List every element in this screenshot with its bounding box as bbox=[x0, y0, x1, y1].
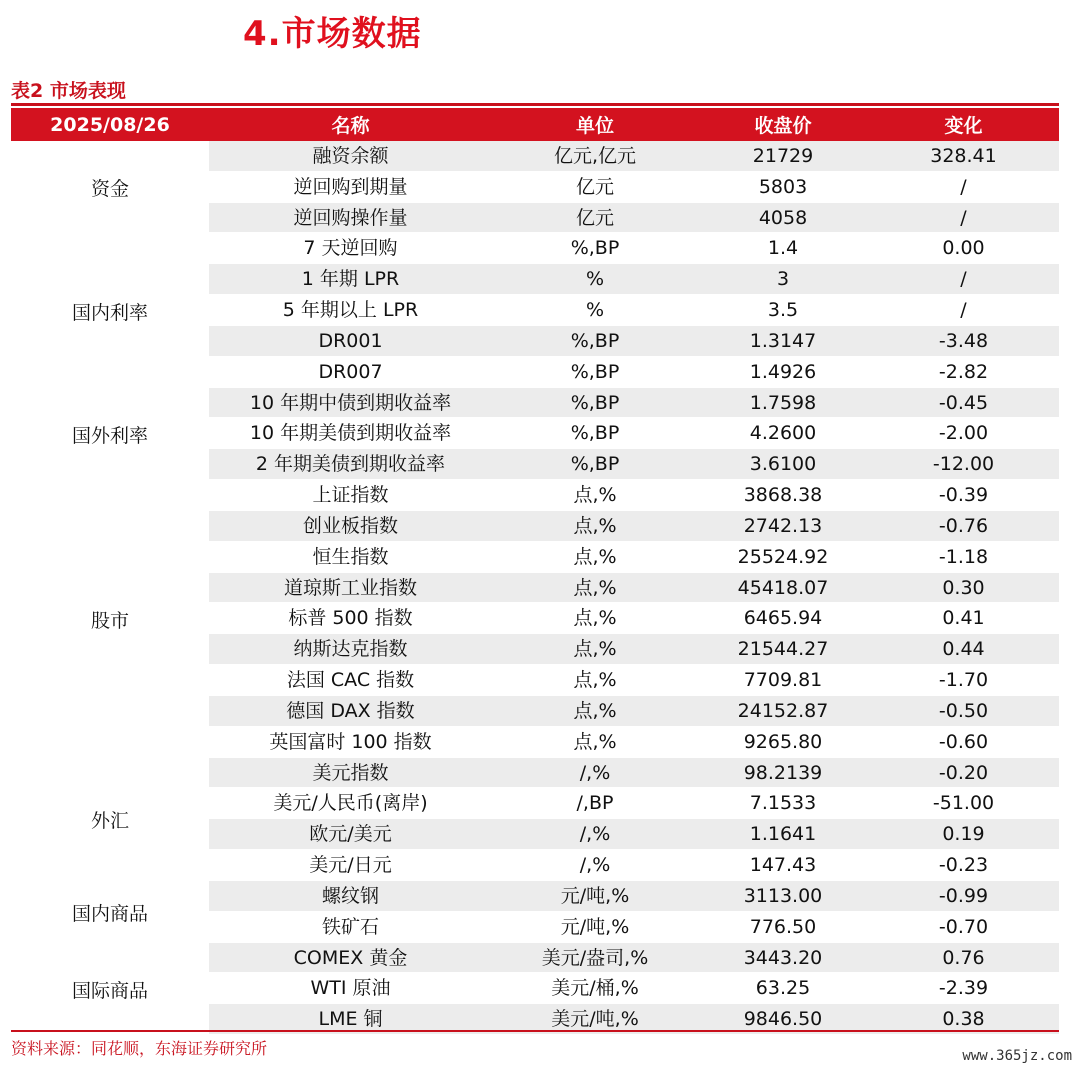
table-row bbox=[11, 511, 1059, 542]
row-name: 美元/日元 bbox=[209, 850, 492, 881]
table-row bbox=[11, 542, 1059, 573]
group-spacer bbox=[11, 480, 209, 511]
group-spacer bbox=[11, 542, 209, 573]
row-unit: 点,% bbox=[492, 603, 698, 634]
row-change: -51.00 bbox=[868, 788, 1059, 819]
group-spacer bbox=[11, 511, 209, 542]
row-change: 0.41 bbox=[868, 603, 1059, 634]
row-unit: %,BP bbox=[492, 449, 698, 480]
row-close: 3443.20 bbox=[698, 943, 868, 974]
row-change: / bbox=[868, 172, 1059, 203]
row-name: 英国富时 100 指数 bbox=[209, 727, 492, 758]
row-close: 98.2139 bbox=[698, 758, 868, 789]
row-unit: 点,% bbox=[492, 542, 698, 573]
table-row bbox=[11, 141, 1059, 172]
row-unit: 点,% bbox=[492, 573, 698, 604]
row-change: / bbox=[868, 295, 1059, 326]
row-name: 10 年期中债到期收益率 bbox=[209, 388, 492, 419]
row-change: 0.76 bbox=[868, 943, 1059, 974]
row-unit: %,BP bbox=[492, 233, 698, 264]
row-name: 法国 CAC 指数 bbox=[209, 665, 492, 696]
table-row bbox=[11, 326, 1059, 357]
row-close: 1.1641 bbox=[698, 819, 868, 850]
row-name: 上证指数 bbox=[209, 480, 492, 511]
row-unit: %,BP bbox=[492, 418, 698, 449]
row-name: 欧元/美元 bbox=[209, 819, 492, 850]
row-unit: 点,% bbox=[492, 727, 698, 758]
row-unit: 美元/盎司,% bbox=[492, 943, 698, 974]
row-name: 10 年期美债到期收益率 bbox=[209, 418, 492, 449]
table-row bbox=[11, 727, 1059, 758]
row-close: 4058 bbox=[698, 203, 868, 234]
table-caption: 表2 市场表现 bbox=[11, 80, 126, 102]
row-name: COMEX 黄金 bbox=[209, 943, 492, 974]
row-change: 0.30 bbox=[868, 573, 1059, 604]
group-label: 国内商品 bbox=[71, 903, 148, 925]
table-row bbox=[11, 634, 1059, 665]
row-close: 4.2600 bbox=[698, 418, 868, 449]
table-header bbox=[11, 108, 1059, 141]
row-name: 逆回购到期量 bbox=[209, 172, 492, 203]
group-spacer bbox=[11, 141, 209, 172]
group-spacer bbox=[11, 850, 209, 881]
row-name: 创业板指数 bbox=[209, 511, 492, 542]
table-row bbox=[11, 264, 1059, 295]
row-change: -0.23 bbox=[868, 850, 1059, 881]
header-unit: 单位 bbox=[575, 115, 614, 137]
table-row bbox=[11, 449, 1059, 480]
row-close: 7709.81 bbox=[698, 665, 868, 696]
group-spacer bbox=[11, 943, 209, 974]
table-row bbox=[11, 388, 1059, 419]
row-unit: 点,% bbox=[492, 511, 698, 542]
row-change: -0.70 bbox=[868, 912, 1059, 943]
row-change: -2.00 bbox=[868, 418, 1059, 449]
row-name: LME 铜 bbox=[209, 1004, 492, 1035]
row-change: -1.18 bbox=[868, 542, 1059, 573]
group-spacer bbox=[11, 727, 209, 758]
group-spacer bbox=[11, 357, 209, 388]
group-label: 国际商品 bbox=[71, 980, 148, 1003]
header-change: 变化 bbox=[944, 115, 983, 137]
table-bottom-divider bbox=[11, 1030, 1059, 1032]
table-row bbox=[11, 233, 1059, 264]
row-close: 63.25 bbox=[698, 973, 868, 1004]
row-change: 0.38 bbox=[868, 1004, 1059, 1035]
table-row bbox=[11, 850, 1059, 881]
row-name: DR007 bbox=[209, 357, 492, 388]
row-name: 逆回购操作量 bbox=[209, 203, 492, 234]
row-close: 21544.27 bbox=[698, 634, 868, 665]
row-name: 纳斯达克指数 bbox=[209, 634, 492, 665]
row-close: 45418.07 bbox=[698, 573, 868, 604]
row-close: 1.7598 bbox=[698, 388, 868, 419]
row-close: 147.43 bbox=[698, 850, 868, 881]
row-change: -1.70 bbox=[868, 665, 1059, 696]
row-close: 6465.94 bbox=[698, 603, 868, 634]
row-close: 776.50 bbox=[698, 912, 868, 943]
row-change: 0.00 bbox=[868, 233, 1059, 264]
row-close: 7.1533 bbox=[698, 788, 868, 819]
caption-divider bbox=[11, 103, 1059, 106]
header-name: 名称 bbox=[331, 115, 370, 137]
row-unit: /,% bbox=[492, 819, 698, 850]
table-row bbox=[11, 357, 1059, 388]
group-spacer bbox=[11, 388, 209, 419]
table-row bbox=[11, 480, 1059, 511]
row-close: 9846.50 bbox=[698, 1004, 868, 1035]
row-unit: 元/吨,% bbox=[492, 881, 698, 912]
table-row bbox=[11, 665, 1059, 696]
row-change: -0.76 bbox=[868, 511, 1059, 542]
row-unit: %,BP bbox=[492, 357, 698, 388]
row-unit: /,BP bbox=[492, 788, 698, 819]
row-name: 1 年期 LPR bbox=[209, 264, 492, 295]
row-unit: 点,% bbox=[492, 665, 698, 696]
header-date: 2025/08/26 bbox=[50, 113, 170, 136]
table-row bbox=[11, 943, 1059, 974]
row-change: / bbox=[868, 264, 1059, 295]
group-spacer bbox=[11, 634, 209, 665]
group-spacer bbox=[11, 449, 209, 480]
row-name: 螺纹钢 bbox=[209, 881, 492, 912]
row-name: 5 年期以上 LPR bbox=[209, 295, 492, 326]
row-close: 24152.87 bbox=[698, 696, 868, 727]
row-change: -0.60 bbox=[868, 727, 1059, 758]
row-unit: 亿元 bbox=[492, 203, 698, 234]
header-close: 收盘价 bbox=[754, 115, 812, 137]
table-row bbox=[11, 696, 1059, 727]
row-close: 1.3147 bbox=[698, 326, 868, 357]
group-spacer bbox=[11, 326, 209, 357]
row-unit: % bbox=[492, 264, 698, 295]
row-change: -0.99 bbox=[868, 881, 1059, 912]
row-name: 标普 500 指数 bbox=[209, 603, 492, 634]
group-label: 国内利率 bbox=[71, 301, 148, 324]
row-close: 9265.80 bbox=[698, 727, 868, 758]
row-unit: %,BP bbox=[492, 388, 698, 419]
row-close: 21729 bbox=[698, 141, 868, 172]
group-spacer bbox=[11, 203, 209, 234]
row-name: 美元指数 bbox=[209, 758, 492, 789]
row-name: 7 天逆回购 bbox=[209, 233, 492, 264]
row-close: 5803 bbox=[698, 172, 868, 203]
row-change: -3.48 bbox=[868, 326, 1059, 357]
row-change: 0.44 bbox=[868, 634, 1059, 665]
row-close: 3868.38 bbox=[698, 480, 868, 511]
row-name: 铁矿石 bbox=[209, 912, 492, 943]
row-unit: 点,% bbox=[492, 696, 698, 727]
group-label: 资金 bbox=[90, 178, 129, 201]
row-change: / bbox=[868, 203, 1059, 234]
row-unit: 美元/桶,% bbox=[492, 973, 698, 1004]
row-unit: 点,% bbox=[492, 480, 698, 511]
row-close: 1.4 bbox=[698, 233, 868, 264]
row-close: 2742.13 bbox=[698, 511, 868, 542]
row-unit: 亿元,亿元 bbox=[492, 141, 698, 172]
row-change: 0.19 bbox=[868, 819, 1059, 850]
row-unit: 点,% bbox=[492, 634, 698, 665]
group-spacer bbox=[11, 696, 209, 727]
row-change: -0.39 bbox=[868, 480, 1059, 511]
table-row bbox=[11, 203, 1059, 234]
row-name: 融资余额 bbox=[209, 141, 492, 172]
table-row bbox=[11, 758, 1059, 789]
row-close: 25524.92 bbox=[698, 542, 868, 573]
row-change: -0.45 bbox=[868, 388, 1059, 419]
group-spacer bbox=[11, 264, 209, 295]
row-name: WTI 原油 bbox=[209, 973, 492, 1004]
row-unit: % bbox=[492, 295, 698, 326]
group-spacer bbox=[11, 758, 209, 789]
row-unit: %,BP bbox=[492, 326, 698, 357]
group-spacer bbox=[11, 665, 209, 696]
row-close: 3.6100 bbox=[698, 449, 868, 480]
row-unit: /,% bbox=[492, 758, 698, 789]
row-name: 恒生指数 bbox=[209, 542, 492, 573]
row-close: 3.5 bbox=[698, 295, 868, 326]
row-close: 3 bbox=[698, 264, 868, 295]
row-change: -2.82 bbox=[868, 357, 1059, 388]
row-change: -12.00 bbox=[868, 449, 1059, 480]
row-change: 328.41 bbox=[868, 141, 1059, 172]
group-label: 外汇 bbox=[90, 810, 129, 833]
table-row bbox=[11, 573, 1059, 604]
row-change: -0.50 bbox=[868, 696, 1059, 727]
group-label: 股市 bbox=[90, 610, 129, 633]
row-name: 德国 DAX 指数 bbox=[209, 696, 492, 727]
row-unit: 元/吨,% bbox=[492, 912, 698, 943]
row-name: 2 年期美债到期收益率 bbox=[209, 449, 492, 480]
row-unit: /,% bbox=[492, 850, 698, 881]
group-spacer bbox=[11, 573, 209, 604]
row-unit: 亿元 bbox=[492, 172, 698, 203]
row-unit: 美元/吨,% bbox=[492, 1004, 698, 1035]
source-note: 资料来源：同花顺，东海证券研究所 bbox=[11, 1039, 268, 1058]
watermark: www.365jz.com bbox=[962, 1048, 1072, 1064]
page-title: 4.市场数据 bbox=[243, 14, 422, 54]
row-name: 美元/人民币(离岸) bbox=[209, 788, 492, 819]
group-spacer bbox=[11, 233, 209, 264]
row-change: -2.39 bbox=[868, 973, 1059, 1004]
group-label: 国外利率 bbox=[71, 424, 148, 447]
row-name: DR001 bbox=[209, 326, 492, 357]
row-close: 1.4926 bbox=[698, 357, 868, 388]
row-change: -0.20 bbox=[868, 758, 1059, 789]
row-close: 3113.00 bbox=[698, 881, 868, 912]
row-name: 道琼斯工业指数 bbox=[209, 573, 492, 604]
